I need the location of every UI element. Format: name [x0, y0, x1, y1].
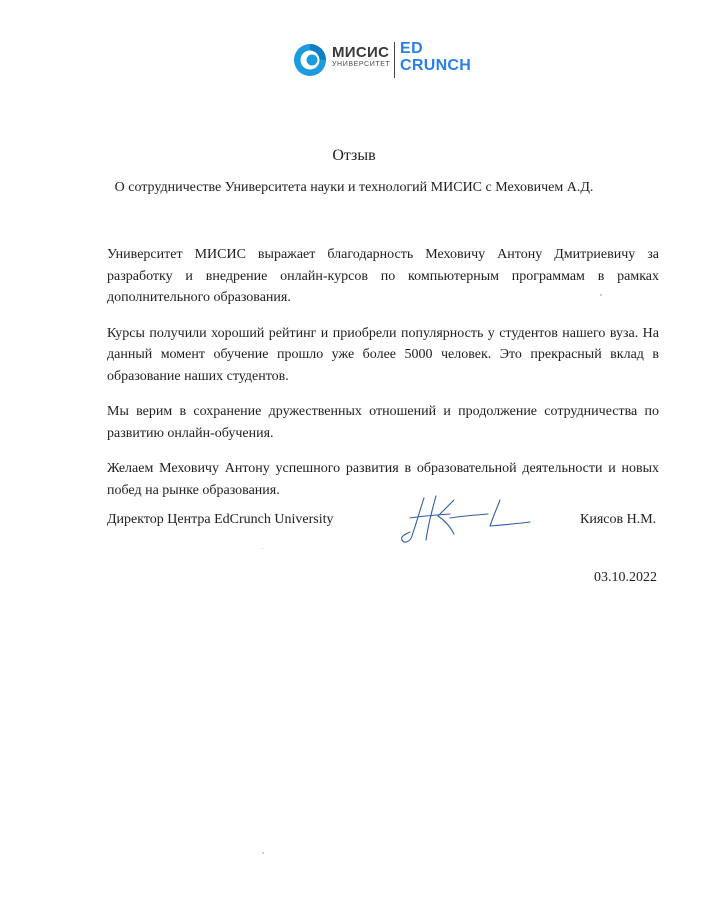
- body-paragraph: Мы верим в сохранение дружественных отношений и продолжение сотрудничества по развитию онлайн-обучения.: [107, 404, 659, 441]
- letter-title: Отзыв: [332, 147, 376, 164]
- letter-date: 03.10.2022: [594, 570, 657, 585]
- body-paragraph: Университет МИСИС выражает благодарность Меховичу Антону Дмитриевичу за разработку и внедрение онлайн-курсов по компьютерным программам в рамках дополнительного образования.: [107, 247, 659, 305]
- scan-speck: [262, 548, 263, 549]
- misis-logo-icon: [292, 42, 328, 78]
- logo-partner-line1: ED: [400, 40, 424, 57]
- body-paragraph: Желаем Меховичу Антону успешного развития в образовательной деятельности и новых побед на рынке образования.: [107, 461, 659, 498]
- letter-body: [107, 244, 659, 515]
- signer-name: Киясов Н.М.: [580, 512, 657, 527]
- letter-subtitle: О сотрудничестве Университета науки и технологий МИСИС с Меховичем А.Д.: [114, 180, 594, 195]
- logo-brand-subtitle: УНИВЕРСИТЕТ: [332, 61, 391, 68]
- letterhead-logo: [292, 42, 472, 82]
- logo-divider: [394, 42, 395, 78]
- scan-speck: [262, 852, 264, 854]
- signer-position: Директор Центра EdCrunch University: [107, 512, 334, 527]
- handwritten-signature: [396, 494, 536, 546]
- logo-brand-name: МИСИС: [332, 44, 390, 61]
- scan-speck: [600, 294, 602, 296]
- body-paragraph: Курсы получили хороший рейтинг и приобрели популярность у студентов нашего вуза. На данный момент обучение прошло уже более 5000 человек. Это прекрасный вклад в образование наших студентов.: [107, 325, 659, 384]
- logo-partner-line2: CRUNCH: [400, 57, 472, 74]
